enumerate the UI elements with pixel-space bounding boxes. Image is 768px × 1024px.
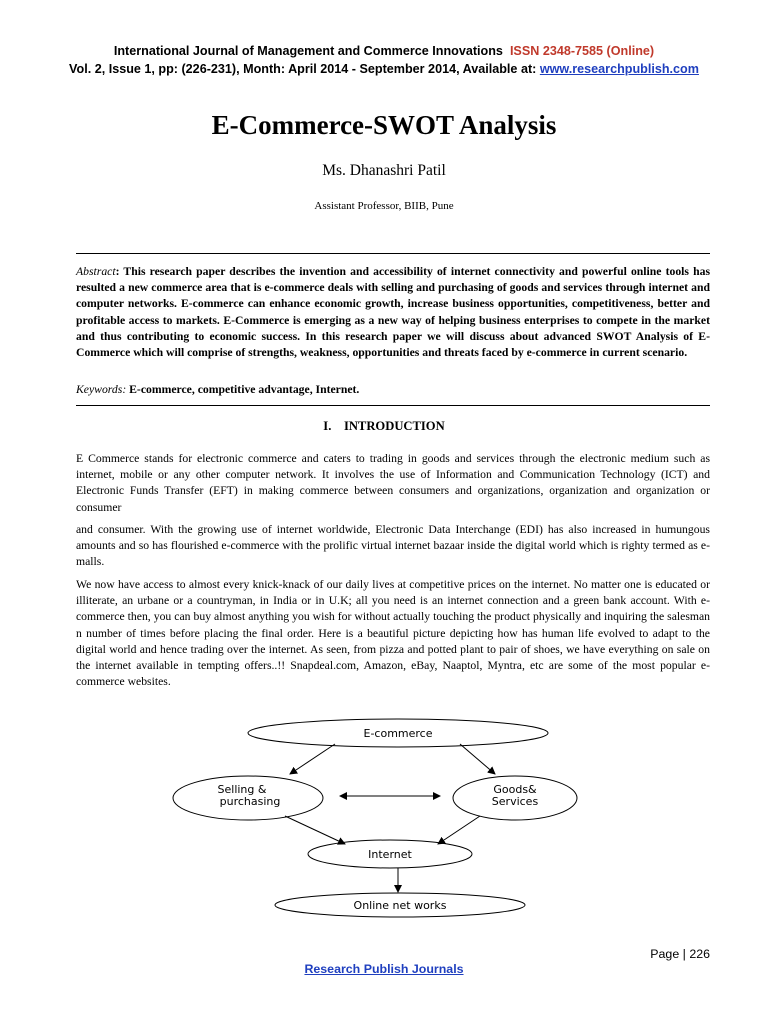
paper-title: E-Commerce-SWOT Analysis [211, 110, 557, 140]
intro-paragraph-3: We now have access to almost every knick-knack of our daily lives at competitive prices on the internet. No matter one is educated or illiterate, an urbane or a countryman, in India or in U.K; all you need is an internet connection and a green bank account. With e-commerce then, you can buy almost anything you wish for without actually touching the product physically and inquiring the salesman n number of times before placing the final order. Here is a beautiful picture depicting how has human life evolved to adapt to the digital world and hence trading over the internet. As seen, from pizza and potted plant to pair of shoes, we have everything on sale on the internet available in tempting offers..!! Snapdeal.com, Amazon, eBay, Naaptol, Myntra, etc are some of the most popular e-commerce websites. [76, 578, 710, 689]
journal-url-link[interactable]: www.researchpublish.com [539, 62, 699, 76]
abstract: Abstract: This research paper describes the invention and accessibility of internet connectivity and powerful online tools has resulted a new commerce area that is e-commerce deals with selling and purchasing of goods and services through internet and computer networks. E-commerce can enhance economic growth, increase business opportunities, competitiveness, better and profitable access to markets. E-Commerce is emerging as a new way of helping business enterprises to compete in the market and thus contributing to economic success. In this research paper we will discuss about advanced SWOT Analysis of E-Commerce which will comprise of strengths, weakness, opportunities and threats faced by e-commerce in current scenario. [76, 265, 710, 360]
goods-label-2: Services [491, 795, 539, 808]
arrow-selling-to-internet [285, 816, 345, 844]
journal-name: International Journal of Management and Commerce Innovations [113, 44, 503, 58]
volume-info: Vol. 2, Issue 1, pp: (226-231), Month: April 2014 - September 2014, Available at: [69, 62, 537, 76]
issn: ISSN 2348-7585 (Online) [509, 44, 655, 58]
goods-label-1: Goods& [493, 783, 537, 796]
selling-label-2: purchasing [219, 795, 281, 808]
arrow-ecommerce-to-goods [460, 744, 495, 774]
keywords-text: E-commerce, competitive advantage, Internet. [129, 383, 360, 396]
section-heading: I. INTRODUCTION [323, 419, 445, 433]
publisher-link[interactable]: Research Publish Journals [304, 962, 464, 976]
top-divider [76, 253, 710, 254]
online-networks-label: Online net works [353, 899, 447, 912]
ecommerce-label: E-commerce [363, 727, 433, 740]
journal-header [0, 44, 768, 58]
keywords-label: Keywords: [76, 383, 127, 396]
abstract-text: This research paper describes the invention and accessibility of internet connectivity and powerful online tools has resulted a new commerce area that is e-commerce deals with selling and purchasing of goods and services through internet and computer networks. E-commerce can enhance economic growth, increase business opportunities, competitiveness, better and profitable access to markets. E-Commerce is emerging as a new way of helping business enterprises to compete in the market and thus contributing to economic success. In this research paper we will discuss about advanced SWOT Analysis of E-Commerce which will comprise of strengths, weakness, opportunities and threats faced by e-commerce in current scenario. [76, 265, 710, 360]
keywords [76, 382, 710, 398]
arrow-ecommerce-to-selling [290, 744, 335, 774]
internet-label: Internet [368, 848, 412, 861]
arrow-goods-to-internet [438, 816, 480, 844]
intro-paragraph-2: and consumer. With the growing use of internet worldwide, Electronic Data Interchange (EDI) has also increased in humungous amounts and so has flourished e-commerce with the prolific virtual internet bazaar inside the digital world which is righty termed as e-malls. [76, 523, 710, 569]
volume-line [0, 62, 768, 76]
publisher-footer [0, 962, 768, 976]
author-name: Ms. Dhanashri Patil [322, 162, 446, 179]
bottom-divider [76, 405, 710, 406]
page-number: Page | 226 [650, 947, 710, 961]
intro-paragraph-1: E Commerce stands for electronic commerce and caters to trading in goods and services through the electronic medium such as internet, mobile or any other computer network. It involves the use of Information and Communication Technology (ICT) and Electronic Funds Transfer (EFT) in making commerce between consumers and organizations, organization and organization or consumer [76, 452, 710, 514]
ecommerce-flow-diagram [160, 708, 580, 928]
selling-label-1: Selling & [217, 783, 267, 796]
author-affiliation: Assistant Professor, BIIB, Pune [314, 200, 454, 212]
abstract-label: Abstract [76, 265, 116, 278]
